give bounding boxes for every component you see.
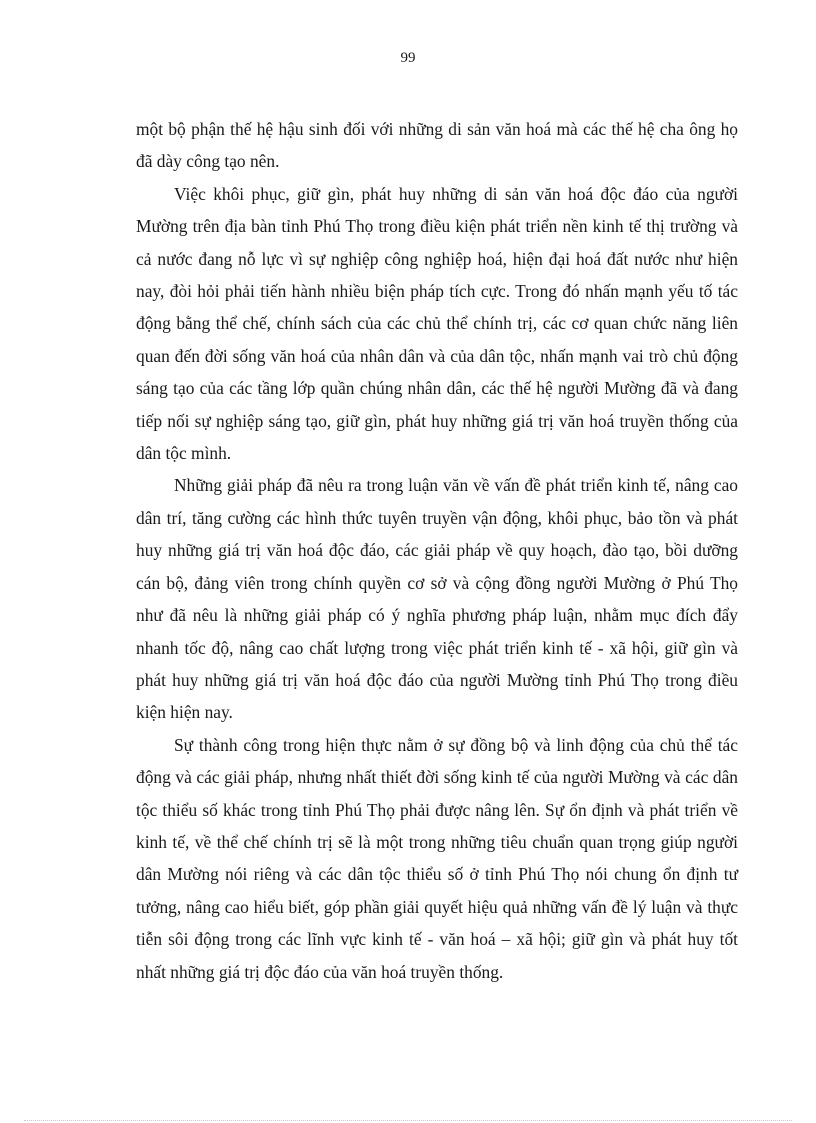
page-bottom-divider	[24, 1120, 792, 1121]
body-text	[136, 113, 738, 988]
paragraph: Việc khôi phục, giữ gìn, phát huy những di sản văn hoá độc đáo của người Mường trên địa bàn tỉnh Phú Thọ trong điều kiện phát triển nền kinh tế thị trường và cả nước đang nỗ lực vì sự nghiệp công nghiệp hoá, hiện đại hoá đất nước như hiện nay, đòi hỏi phải tiến hành nhiều biện pháp tích cực. Trong đó nhấn mạnh yếu tố tác động bằng thể chế, chính sách của các chủ thể chính trị, các cơ quan chức năng liên quan đến đời sống văn hoá của nhân dân và của dân tộc, nhấn mạnh vai trò chủ động sáng tạo của các tầng lớp quần chúng nhân dân, các thế hệ người Mường đã và đang tiếp nối sự nghiệp sáng tạo, giữ gìn, phát huy những giá trị văn hoá truyền thống của dân tộc mình.	[136, 183, 738, 464]
paragraph: Sự thành công trong hiện thực nằm ở sự đồng bộ và linh động của chủ thể tác động và các giải pháp, nhưng nhất thiết đời sống kinh tế của người Mường và các dân tộc thiểu số khác trong tỉnh Phú Thọ phải được nâng lên. Sự ổn định và phát triển về kinh tế, về thể chế chính trị sẽ là một trong những tiêu chuẩn quan trọng giúp người dân Mường nói riêng và các dân tộc thiểu số ở tỉnh Phú Thọ nói chung ổn định tư tưởng, nâng cao hiểu biết, góp phần giải quyết hiệu quả những vấn đề lý luận và thực tiễn sôi động trong các lĩnh vực kinh tế - văn hoá – xã hội; giữ gìn và phát huy tốt nhất những giá trị độc đáo của văn hoá truyền thống.	[136, 734, 738, 982]
page-number: 99	[400, 50, 416, 66]
paragraph: Những giải pháp đã nêu ra trong luận văn về vấn đề phát triển kinh tế, nâng cao dân trí, tăng cường các hình thức tuyên truyền vận động, khôi phục, bảo tồn và phát huy những giá trị văn hoá độc đáo, các giải pháp về quy hoạch, đào tạo, bồi dưỡng cán bộ, đảng viên trong chính quyền cơ sở và cộng đồng người Mường ở Phú Thọ như đã nêu là những giải pháp có ý nghĩa phương pháp luận, nhằm mục đích đẩy nhanh tốc độ, nâng cao chất lượng trong việc phát triển kinh tế - xã hội, giữ gìn và phát huy những giá trị văn hoá độc đáo của người Mường tỉnh Phú Thọ trong điều kiện hiện nay.	[136, 475, 738, 723]
paragraph-continuation: một bộ phận thế hệ hậu sinh đối với những di sản văn hoá mà các thế hệ cha ông họ đã dày công tạo nên.	[136, 119, 738, 172]
